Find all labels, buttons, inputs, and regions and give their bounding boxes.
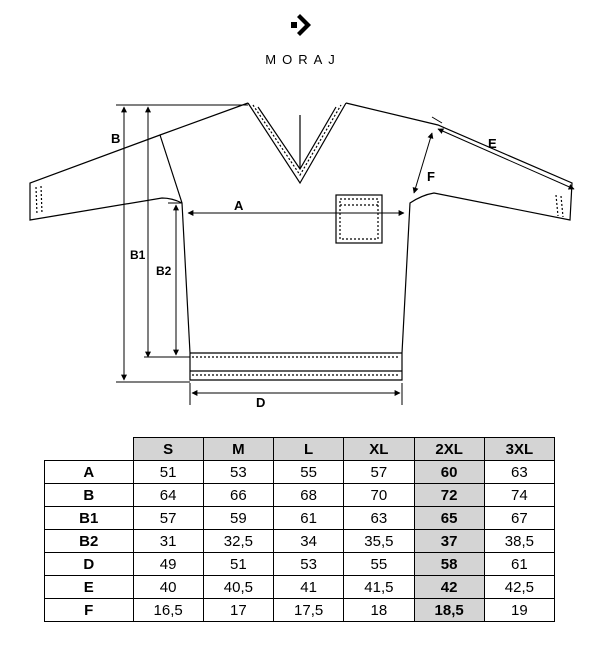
label-b2: B2 (156, 264, 172, 278)
table-cell: 35,5 (344, 530, 414, 553)
table-cell: 64 (133, 484, 203, 507)
table-cell: 68 (274, 484, 344, 507)
size-chart-table (44, 437, 555, 622)
garment-measurement-diagram (0, 95, 600, 415)
table-cell: 57 (133, 507, 203, 530)
table-cell: 16,5 (133, 599, 203, 622)
table-cell: 65 (414, 507, 484, 530)
table-cell: 57 (344, 461, 414, 484)
table-cell: 74 (484, 484, 554, 507)
table-cell: 55 (344, 553, 414, 576)
table-cell: 34 (274, 530, 344, 553)
row-label: F (45, 599, 134, 622)
table-cell: 49 (133, 553, 203, 576)
table-cell: 53 (203, 461, 273, 484)
brand-name: MORAJ (265, 52, 341, 67)
table-cell: 32,5 (203, 530, 273, 553)
row-label: E (45, 576, 134, 599)
header-size-xl: XL (344, 438, 414, 461)
row-label: D (45, 553, 134, 576)
row-label: A (45, 461, 134, 484)
table-row (45, 461, 555, 484)
table-cell: 38,5 (484, 530, 554, 553)
table-row (45, 484, 555, 507)
size-header-row (45, 438, 555, 461)
row-label: B1 (45, 507, 134, 530)
table-cell: 59 (203, 507, 273, 530)
table-row (45, 599, 555, 622)
table-cell: 67 (484, 507, 554, 530)
table-cell: 41,5 (344, 576, 414, 599)
header-size-m: M (203, 438, 273, 461)
table-cell: 17,5 (274, 599, 344, 622)
table-row (45, 553, 555, 576)
header-corner (45, 438, 134, 461)
table-cell: 42,5 (484, 576, 554, 599)
table-cell: 66 (203, 484, 273, 507)
table-row (45, 576, 555, 599)
label-e: E (488, 136, 497, 151)
table-cell: 53 (274, 553, 344, 576)
table-cell: 41 (274, 576, 344, 599)
table-cell: 63 (484, 461, 554, 484)
label-a: A (234, 198, 244, 213)
table-cell: 51 (133, 461, 203, 484)
header-size-l: L (274, 438, 344, 461)
label-b: B (111, 131, 121, 146)
header-size-s: S (133, 438, 203, 461)
header-size-3xl: 3XL (484, 438, 554, 461)
table-cell: 58 (414, 553, 484, 576)
label-b1: B1 (130, 248, 146, 262)
table-row (45, 507, 555, 530)
table-cell: 31 (133, 530, 203, 553)
row-label: B2 (45, 530, 134, 553)
table-cell: 37 (414, 530, 484, 553)
header-size-2xl: 2XL (414, 438, 484, 461)
table-cell: 40 (133, 576, 203, 599)
brand-logo (0, 12, 600, 67)
table-cell: 18,5 (414, 599, 484, 622)
label-f: F (427, 169, 435, 184)
brand-mark-icon (287, 12, 313, 38)
table-cell: 72 (414, 484, 484, 507)
table-row (45, 530, 555, 553)
table-cell: 42 (414, 576, 484, 599)
table-cell: 17 (203, 599, 273, 622)
table-cell: 40,5 (203, 576, 273, 599)
label-d: D (256, 395, 266, 410)
table-cell: 18 (344, 599, 414, 622)
table-cell: 70 (344, 484, 414, 507)
table-cell: 60 (414, 461, 484, 484)
table-cell: 51 (203, 553, 273, 576)
table-cell: 61 (484, 553, 554, 576)
table-cell: 61 (274, 507, 344, 530)
table-cell: 19 (484, 599, 554, 622)
row-label: B (45, 484, 134, 507)
table-cell: 63 (344, 507, 414, 530)
table-cell: 55 (274, 461, 344, 484)
